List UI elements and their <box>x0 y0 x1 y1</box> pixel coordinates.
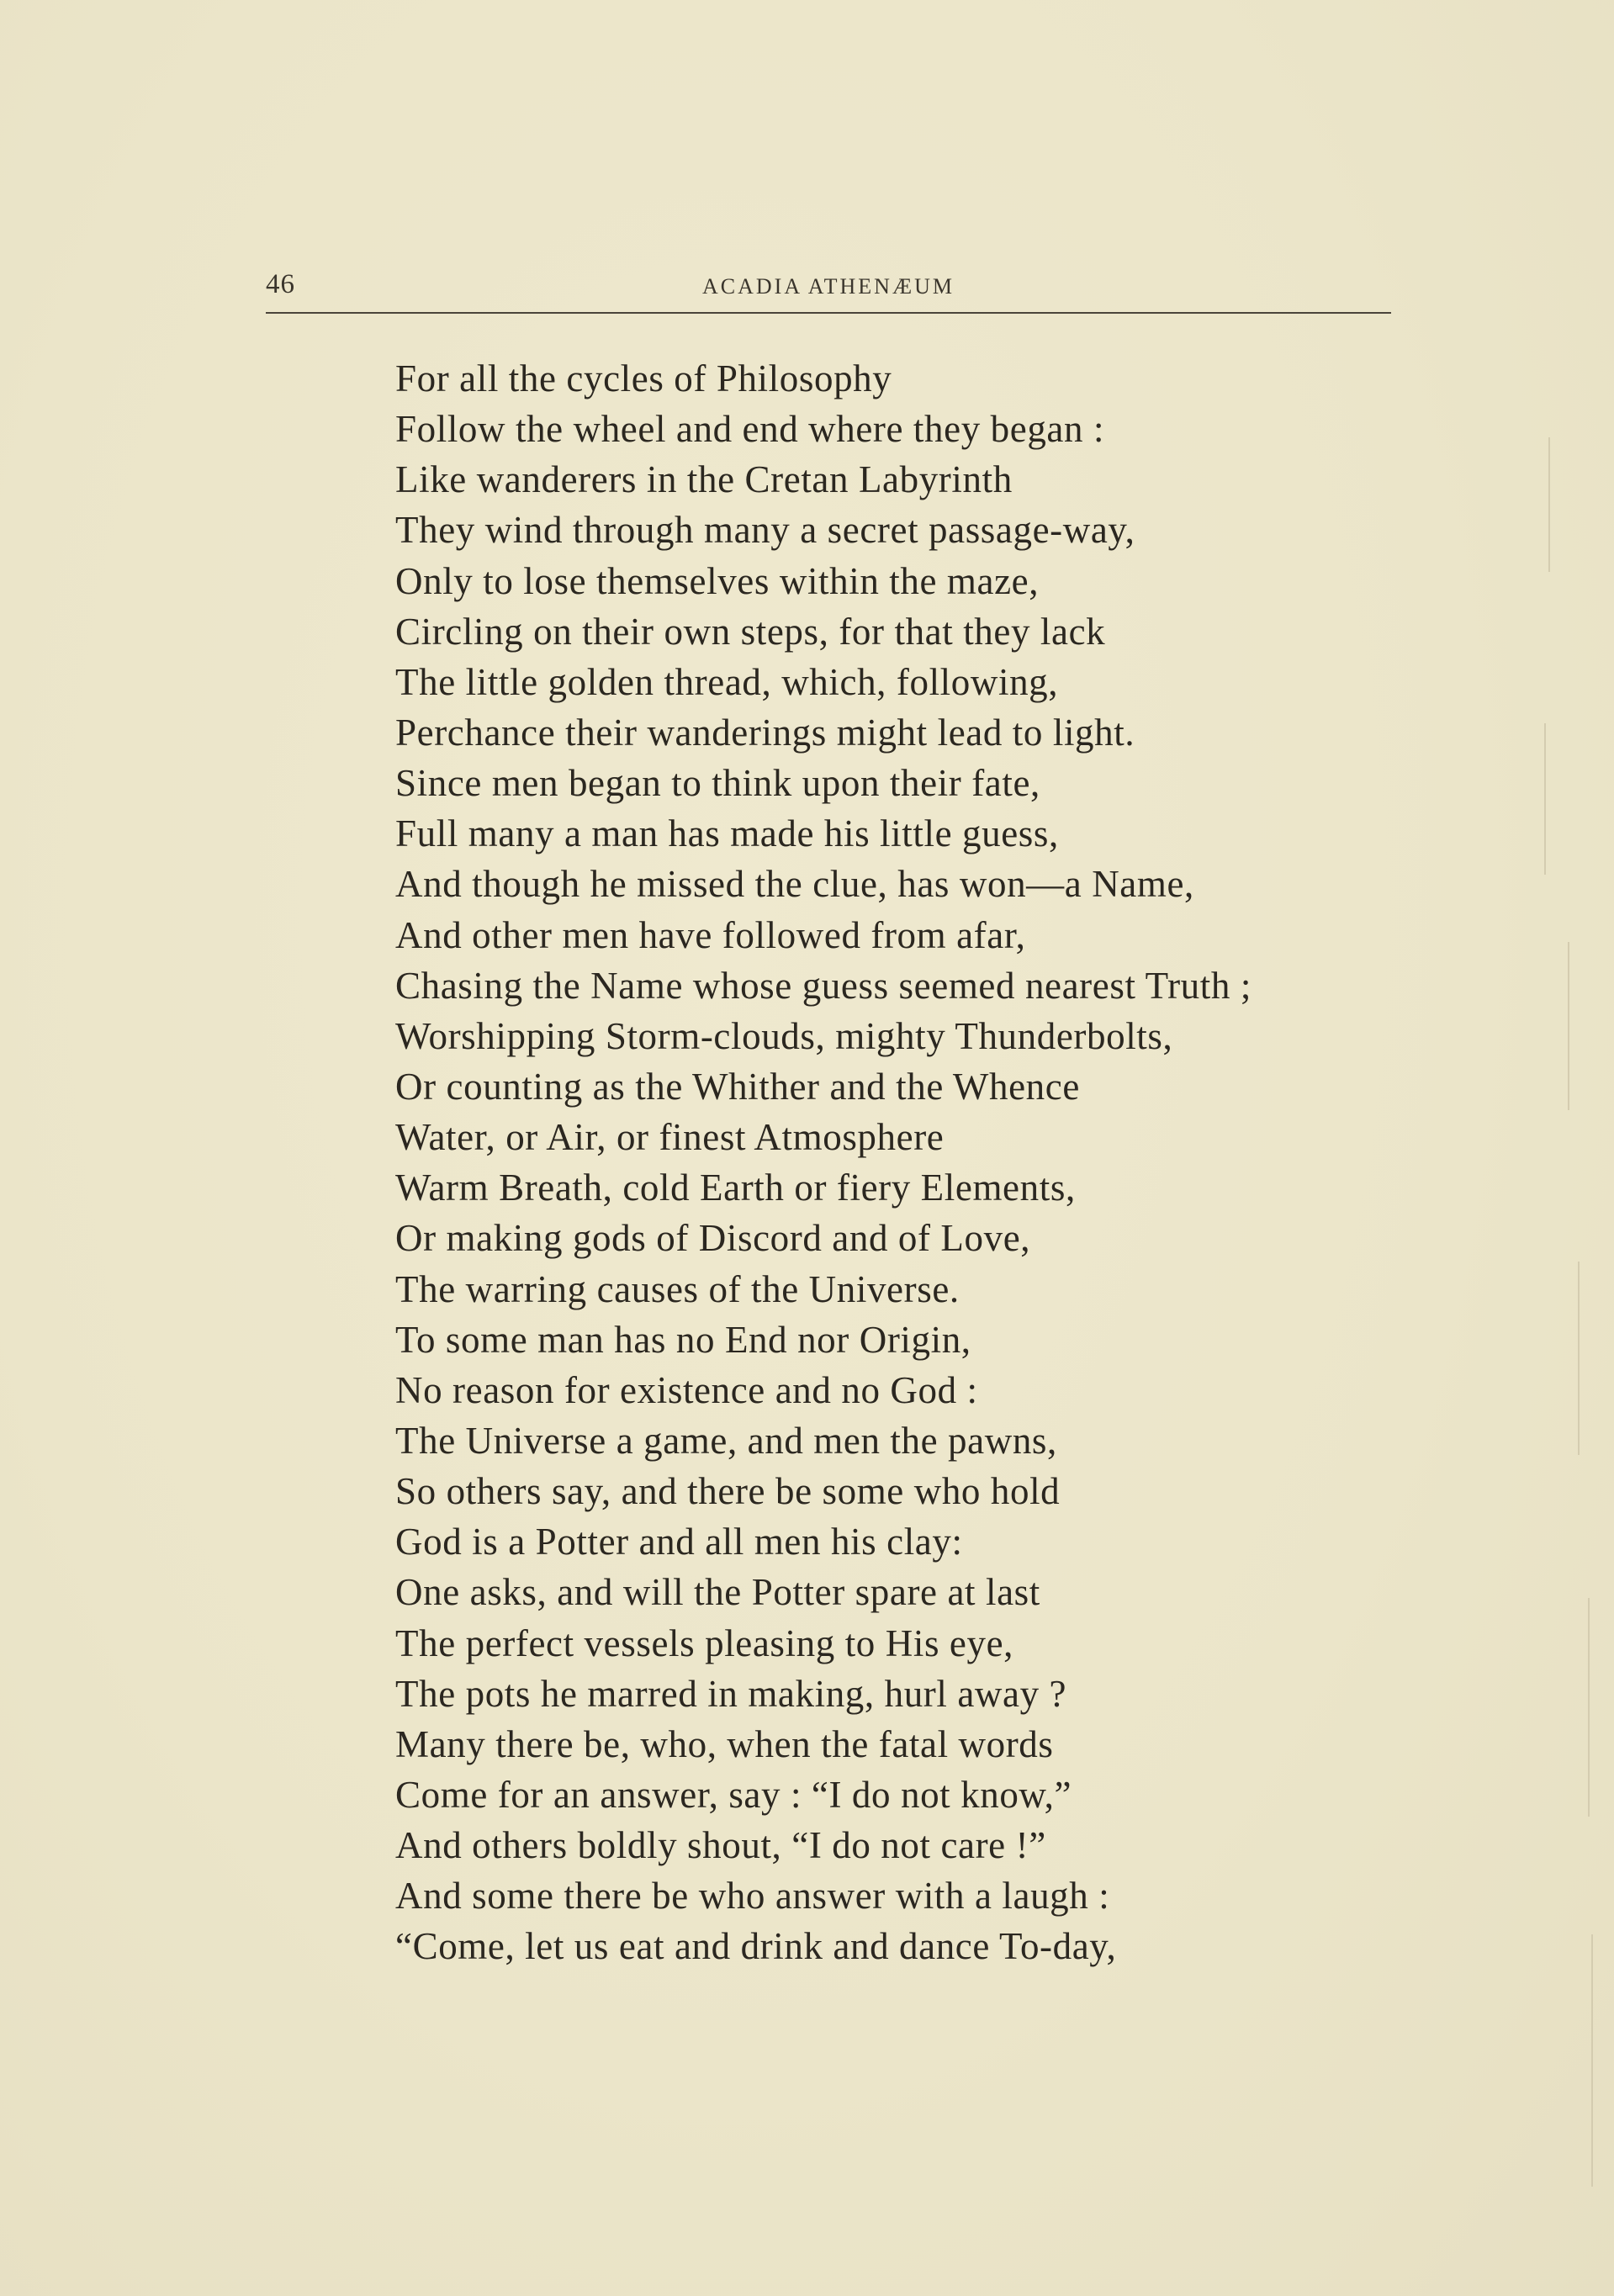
poem-line: And some there be who answer with a laugh : <box>395 1875 1110 1918</box>
poem-line: God is a Potter and all men his clay: <box>395 1521 963 1563</box>
poem-line: Full many a man has made his little guess, <box>395 812 1059 855</box>
poem-line: Come for an answer, say : “I do not know,” <box>395 1773 1072 1816</box>
page-number: 46 <box>266 269 295 299</box>
poem-line: Like wanderers in the Cretan Labyrinth <box>395 458 1013 501</box>
poem-line: Worshipping Storm-clouds, mighty Thunderbolts, <box>395 1014 1173 1057</box>
paper-edge-mark <box>1568 942 1569 1110</box>
poem-line: For all the cycles of Philosophy <box>395 357 892 399</box>
poem-line: Follow the wheel and end where they began : <box>395 408 1105 451</box>
header-rule <box>266 312 1391 314</box>
paper-edge-mark <box>1548 437 1550 572</box>
poem-line: Chasing the Name whose guess seemed nearest Truth ; <box>395 964 1252 1007</box>
poem-line: Water, or Air, or finest Atmosphere <box>395 1116 945 1159</box>
poem-line: The little golden thread, which, following, <box>395 660 1059 703</box>
poem-line: Since men began to think upon their fate, <box>395 762 1040 805</box>
poem-line: To some man has no End nor Origin, <box>395 1318 971 1361</box>
poem-line: So others say, and there be some who hold <box>395 1470 1061 1513</box>
poem-line: Perchance their wanderings might lead to light. <box>395 711 1135 754</box>
journal-title: ACADIA ATHENÆUM <box>702 274 955 299</box>
poem-line: Circling on their own steps, for that they lack <box>395 610 1106 653</box>
poem-line: And though he missed the clue, has won—a Name, <box>395 863 1194 906</box>
poem-line: Many there be, who, when the fatal words <box>395 1722 1054 1765</box>
paper-edge-mark <box>1544 723 1546 875</box>
paper-edge-mark <box>1578 1262 1580 1455</box>
paper-edge-mark <box>1591 1934 1593 2187</box>
poem-line: Only to lose themselves within the maze, <box>395 559 1040 602</box>
poem-line: The Universe a game, and men the pawns, <box>395 1419 1057 1462</box>
poem-line: One asks, and will the Potter spare at last <box>395 1571 1040 1614</box>
paper-edge-mark <box>1588 1598 1590 1817</box>
poem-line: Or making gods of Discord and of Love, <box>395 1217 1031 1260</box>
poem-line: The perfect vessels pleasing to His eye, <box>395 1621 1014 1664</box>
poem-line: No reason for existence and no God : <box>395 1368 978 1411</box>
poem-line: They wind through many a secret passage-way, <box>395 509 1135 552</box>
running-head <box>266 267 1391 308</box>
poem-line: The pots he marred in making, hurl away ? <box>395 1672 1067 1715</box>
poem-line: And others boldly shout, “I do not care !” <box>395 1824 1046 1867</box>
poem-line: Or counting as the Whither and the Whence <box>395 1065 1080 1108</box>
poem-body <box>395 353 1447 1972</box>
poem-line: “Come, let us eat and drink and dance To-day, <box>395 1925 1117 1968</box>
poem-line: And other men have followed from afar, <box>395 913 1026 956</box>
poem-line: The warring causes of the Universe. <box>395 1267 960 1310</box>
poem-line: Warm Breath, cold Earth or fiery Elements, <box>395 1167 1076 1209</box>
